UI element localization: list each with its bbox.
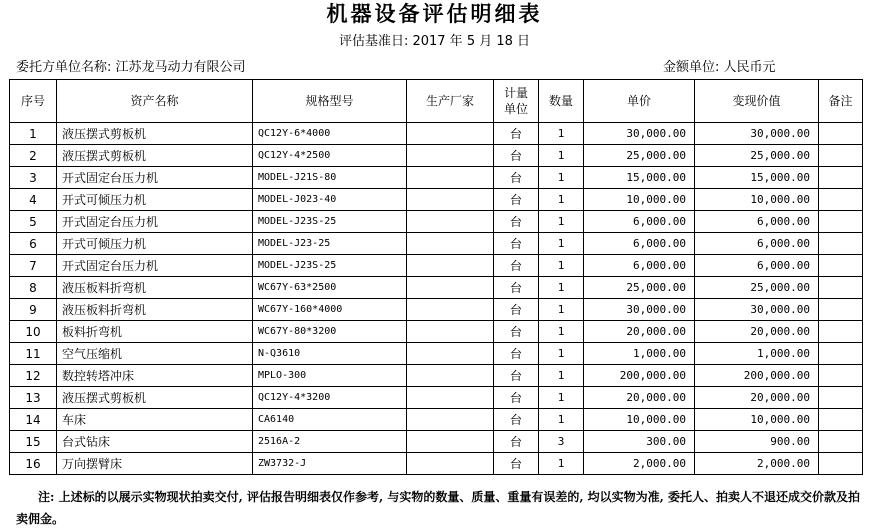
- cell-manufacturer: [407, 453, 494, 475]
- table-row: [10, 123, 863, 145]
- cell-manufacturer: [407, 409, 494, 431]
- cell-quantity: 1: [539, 299, 584, 321]
- cell-realizable-value: 10,000.00: [695, 409, 819, 431]
- cell-unit: 台: [494, 255, 539, 277]
- cell-model: WC67Y-80*3200: [253, 321, 407, 343]
- cell-remarks: [819, 189, 863, 211]
- table-row: [10, 233, 863, 255]
- cell-model: WC67Y-160*4000: [253, 299, 407, 321]
- table-row: [10, 255, 863, 277]
- cell-quantity: 1: [539, 145, 584, 167]
- cell-unit-price: 30,000.00: [584, 299, 695, 321]
- cell-realizable-value: 25,000.00: [695, 145, 819, 167]
- col-header-realizable-value: 变现价值: [695, 80, 819, 123]
- cell-seq: 1: [10, 123, 57, 145]
- cell-unit: 台: [494, 431, 539, 453]
- cell-manufacturer: [407, 255, 494, 277]
- cell-asset-name: 板料折弯机: [57, 321, 253, 343]
- cell-quantity: 1: [539, 233, 584, 255]
- cell-unit: 台: [494, 145, 539, 167]
- cell-quantity: 1: [539, 453, 584, 475]
- currency-unit: 金额单位: 人民币元: [663, 60, 776, 75]
- cell-manufacturer: [407, 145, 494, 167]
- col-header-manufacturer: 生产厂家: [407, 80, 494, 123]
- cell-seq: 12: [10, 365, 57, 387]
- cell-quantity: 1: [539, 277, 584, 299]
- cell-asset-name: 开式固定台压力机: [57, 167, 253, 189]
- cell-unit: 台: [494, 167, 539, 189]
- col-header-seq: 序号: [10, 80, 57, 123]
- cell-remarks: [819, 343, 863, 365]
- cell-remarks: [819, 365, 863, 387]
- cell-seq: 7: [10, 255, 57, 277]
- cell-unit-price: 6,000.00: [584, 255, 695, 277]
- cell-remarks: [819, 409, 863, 431]
- cell-realizable-value: 6,000.00: [695, 211, 819, 233]
- table-row: [10, 167, 863, 189]
- cell-manufacturer: [407, 343, 494, 365]
- cell-unit-price: 20,000.00: [584, 321, 695, 343]
- cell-asset-name: 液压摆式剪板机: [57, 123, 253, 145]
- cell-asset-name: 开式可倾压力机: [57, 189, 253, 211]
- cell-unit: 台: [494, 409, 539, 431]
- table-row: [10, 321, 863, 343]
- cell-manufacturer: [407, 431, 494, 453]
- cell-manufacturer: [407, 189, 494, 211]
- cell-model: MODEL-J023-40: [253, 189, 407, 211]
- col-header-model: 规格型号: [253, 80, 407, 123]
- cell-asset-name: 万向摆臂床: [57, 453, 253, 475]
- cell-remarks: [819, 453, 863, 475]
- table-row: [10, 145, 863, 167]
- cell-seq: 8: [10, 277, 57, 299]
- table-row: [10, 211, 863, 233]
- cell-model: N-Q3610: [253, 343, 407, 365]
- cell-asset-name: 液压板料折弯机: [57, 299, 253, 321]
- cell-quantity: 3: [539, 431, 584, 453]
- cell-quantity: 1: [539, 211, 584, 233]
- cell-quantity: 1: [539, 255, 584, 277]
- cell-unit-price: 30,000.00: [584, 123, 695, 145]
- cell-model: ZW3732-J: [253, 453, 407, 475]
- cell-remarks: [819, 145, 863, 167]
- cell-asset-name: 车床: [57, 409, 253, 431]
- cell-remarks: [819, 277, 863, 299]
- cell-manufacturer: [407, 277, 494, 299]
- cell-manufacturer: [407, 299, 494, 321]
- cell-realizable-value: 200,000.00: [695, 365, 819, 387]
- cell-remarks: [819, 211, 863, 233]
- client-name: 委托方单位名称: 江苏龙马动力有限公司: [16, 60, 246, 75]
- cell-unit: 台: [494, 299, 539, 321]
- cell-manufacturer: [407, 387, 494, 409]
- col-header-asset-name: 资产名称: [57, 80, 253, 123]
- cell-asset-name: 数控转塔冲床: [57, 365, 253, 387]
- cell-asset-name: 液压摆式剪板机: [57, 387, 253, 409]
- table-row: [10, 189, 863, 211]
- cell-realizable-value: 900.00: [695, 431, 819, 453]
- cell-asset-name: 开式固定台压力机: [57, 255, 253, 277]
- col-header-unit: [494, 80, 539, 123]
- cell-seq: 4: [10, 189, 57, 211]
- cell-quantity: 1: [539, 321, 584, 343]
- cell-asset-name: 液压摆式剪板机: [57, 145, 253, 167]
- cell-unit: 台: [494, 321, 539, 343]
- cell-realizable-value: 10,000.00: [695, 189, 819, 211]
- cell-quantity: 1: [539, 365, 584, 387]
- cell-seq: 2: [10, 145, 57, 167]
- cell-unit: 台: [494, 123, 539, 145]
- cell-model: MPLO-300: [253, 365, 407, 387]
- table-row: [10, 365, 863, 387]
- table-row: [10, 343, 863, 365]
- cell-remarks: [819, 167, 863, 189]
- col-header-unit-line2: 单位: [503, 102, 528, 116]
- cell-realizable-value: 20,000.00: [695, 321, 819, 343]
- cell-seq: 11: [10, 343, 57, 365]
- cell-remarks: [819, 321, 863, 343]
- cell-unit: 台: [494, 277, 539, 299]
- cell-unit: 台: [494, 189, 539, 211]
- cell-remarks: [819, 123, 863, 145]
- cell-quantity: 1: [539, 189, 584, 211]
- cell-remarks: [819, 387, 863, 409]
- cell-seq: 14: [10, 409, 57, 431]
- cell-model: MODEL-J21S-80: [253, 167, 407, 189]
- valuation-date: 评估基准日: 2017 年 5 月 18 日: [338, 34, 531, 49]
- table-row: [10, 387, 863, 409]
- cell-seq: 5: [10, 211, 57, 233]
- cell-model: QC12Y-6*4000: [253, 123, 407, 145]
- cell-realizable-value: 6,000.00: [695, 233, 819, 255]
- cell-unit: 台: [494, 343, 539, 365]
- table-header-row: [10, 80, 863, 123]
- cell-asset-name: 液压板料折弯机: [57, 277, 253, 299]
- table-row: [10, 453, 863, 475]
- cell-model: MODEL-J23-25: [253, 233, 407, 255]
- cell-unit: 台: [494, 211, 539, 233]
- cell-unit-price: 25,000.00: [584, 145, 695, 167]
- cell-realizable-value: 15,000.00: [695, 167, 819, 189]
- cell-unit-price: 10,000.00: [584, 189, 695, 211]
- col-header-quantity: 数量: [539, 80, 584, 123]
- cell-asset-name: 台式钻床: [57, 431, 253, 453]
- cell-remarks: [819, 299, 863, 321]
- cell-realizable-value: 2,000.00: [695, 453, 819, 475]
- cell-unit: 台: [494, 453, 539, 475]
- cell-asset-name: 开式可倾压力机: [57, 233, 253, 255]
- cell-model: WC67Y-63*2500: [253, 277, 407, 299]
- cell-realizable-value: 1,000.00: [695, 343, 819, 365]
- table-row: [10, 409, 863, 431]
- cell-unit-price: 10,000.00: [584, 409, 695, 431]
- equipment-table: [9, 79, 863, 475]
- cell-realizable-value: 30,000.00: [695, 299, 819, 321]
- cell-seq: 3: [10, 167, 57, 189]
- cell-realizable-value: 25,000.00: [695, 277, 819, 299]
- cell-seq: 13: [10, 387, 57, 409]
- table-row: [10, 299, 863, 321]
- cell-manufacturer: [407, 233, 494, 255]
- cell-asset-name: 空气压缩机: [57, 343, 253, 365]
- col-header-remarks: 备注: [819, 80, 863, 123]
- table-row: [10, 277, 863, 299]
- col-header-unit-price: 单价: [584, 80, 695, 123]
- cell-unit: 台: [494, 233, 539, 255]
- cell-seq: 10: [10, 321, 57, 343]
- cell-seq: 6: [10, 233, 57, 255]
- col-header-unit-line1: 计量: [503, 86, 528, 100]
- cell-asset-name: 开式固定台压力机: [57, 211, 253, 233]
- table-row: [10, 431, 863, 453]
- cell-realizable-value: 6,000.00: [695, 255, 819, 277]
- cell-quantity: 1: [539, 387, 584, 409]
- cell-seq: 15: [10, 431, 57, 453]
- cell-remarks: [819, 233, 863, 255]
- cell-unit: 台: [494, 365, 539, 387]
- cell-unit-price: 15,000.00: [584, 167, 695, 189]
- cell-unit-price: 1,000.00: [584, 343, 695, 365]
- cell-quantity: 1: [539, 123, 584, 145]
- cell-unit-price: 300.00: [584, 431, 695, 453]
- cell-unit: 台: [494, 387, 539, 409]
- cell-model: QC12Y-4*2500: [253, 145, 407, 167]
- cell-manufacturer: [407, 321, 494, 343]
- cell-seq: 9: [10, 299, 57, 321]
- cell-remarks: [819, 431, 863, 453]
- cell-quantity: 1: [539, 167, 584, 189]
- cell-remarks: [819, 255, 863, 277]
- cell-quantity: 1: [539, 343, 584, 365]
- cell-manufacturer: [407, 123, 494, 145]
- footer-note: 注: 上述标的以展示实物现状拍卖交付, 评估报告明细表仅作参考, 与实物的数量、质量、重量有误差的, 均以实物为准, 委托人、拍卖人不退还成交价款及拍卖佣金。: [16, 490, 861, 526]
- cell-unit-price: 2,000.00: [584, 453, 695, 475]
- cell-model: 2516A-2: [253, 431, 407, 453]
- cell-manufacturer: [407, 365, 494, 387]
- page-title: 机器设备评估明细表: [326, 1, 543, 26]
- cell-realizable-value: 30,000.00: [695, 123, 819, 145]
- cell-model: QC12Y-4*3200: [253, 387, 407, 409]
- cell-manufacturer: [407, 211, 494, 233]
- cell-unit-price: 25,000.00: [584, 277, 695, 299]
- cell-unit-price: 200,000.00: [584, 365, 695, 387]
- cell-model: MODEL-J23S-25: [253, 255, 407, 277]
- cell-unit-price: 6,000.00: [584, 211, 695, 233]
- cell-manufacturer: [407, 167, 494, 189]
- cell-realizable-value: 20,000.00: [695, 387, 819, 409]
- cell-unit-price: 6,000.00: [584, 233, 695, 255]
- cell-seq: 16: [10, 453, 57, 475]
- cell-quantity: 1: [539, 409, 584, 431]
- cell-model: MODEL-J23S-25: [253, 211, 407, 233]
- cell-model: CA6140: [253, 409, 407, 431]
- cell-unit-price: 20,000.00: [584, 387, 695, 409]
